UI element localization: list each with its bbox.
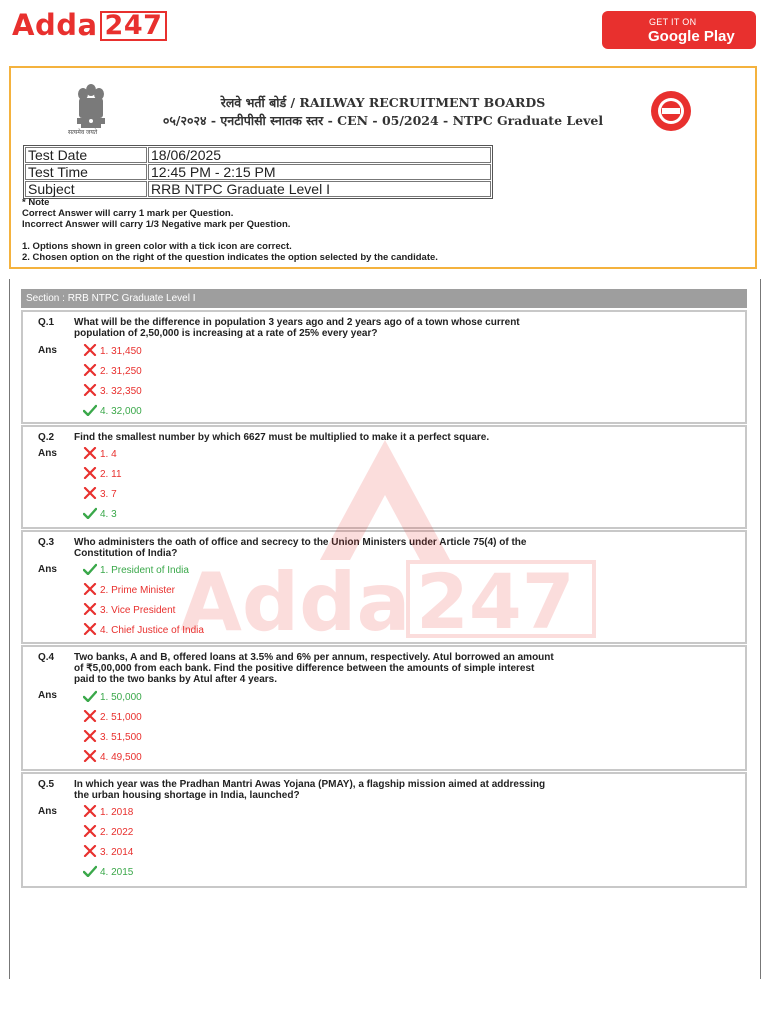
answer-option <box>83 364 142 378</box>
option-label: 2. 51,000 <box>100 712 142 723</box>
cross-icon <box>83 467 97 479</box>
info-key: Test Date <box>25 147 147 163</box>
answer-option <box>83 563 189 577</box>
answer-option <box>83 730 142 744</box>
option-label: 4. Chief Justice of India <box>100 625 204 636</box>
answer-option <box>83 487 117 501</box>
cross-icon <box>83 344 97 356</box>
answer-option <box>83 845 133 859</box>
question-text: What will be the difference in population 3 years ago and 2 years ago of a town whose current population of 2,50,000 is increasing at a rate of 25% every year? <box>74 317 520 339</box>
question-number: Q.2 <box>38 432 55 443</box>
answer-label: Ans <box>38 448 57 459</box>
option-label: 4. 32,000 <box>100 406 142 417</box>
answer-option <box>83 623 204 637</box>
answer-option <box>83 467 122 481</box>
answer-option <box>83 825 133 839</box>
note-line: 1. Options shown in green color with a tick icon are correct. <box>22 241 292 252</box>
exam-title: ०५/२०२४ - एनटीपीसी स्नातक स्तर - CEN - 05/2024 - NTPC Graduate Level <box>162 113 604 128</box>
cross-icon <box>83 487 97 499</box>
board-title: रेलवे भर्ती बोर्ड / RAILWAY RECRUITMENT BOARDS <box>220 95 546 110</box>
option-label: 2. Prime Minister <box>100 585 176 596</box>
cross-icon <box>83 805 97 817</box>
answer-label: Ans <box>38 564 57 575</box>
answer-label: Ans <box>38 690 57 701</box>
question-number: Q.3 <box>38 537 55 548</box>
answer-option <box>83 447 117 461</box>
note-line <box>22 230 438 241</box>
svg-text:247: 247 <box>416 557 575 640</box>
option-label: 3. 7 <box>100 489 117 500</box>
cross-icon <box>83 710 97 722</box>
question-number: Q.4 <box>38 652 55 663</box>
indian-railways-logo-icon <box>644 89 698 133</box>
option-label: 4. 49,500 <box>100 752 142 763</box>
exam-header <box>9 66 757 269</box>
option-label: 1. 31,450 <box>100 346 142 357</box>
tick-icon <box>83 404 97 416</box>
logo-text: Adda <box>12 8 98 42</box>
question-card <box>21 530 747 644</box>
question-card <box>21 772 747 888</box>
top-bar <box>0 0 768 58</box>
answer-label: Ans <box>38 806 57 817</box>
answer-option <box>83 690 142 704</box>
note-line: 2. Chosen option on the right of the question indicates the option selected by the candidate. <box>22 252 438 263</box>
option-label: 1. 4 <box>100 449 117 460</box>
option-label: 2. 11 <box>100 469 122 480</box>
answer-option <box>83 865 133 879</box>
question-card <box>21 425 747 529</box>
info-key: Subject <box>25 181 147 197</box>
table-row <box>25 147 491 163</box>
tick-icon <box>83 865 97 877</box>
option-label: 4. 2015 <box>100 867 134 878</box>
option-label: 3. 51,500 <box>100 732 142 743</box>
tick-icon <box>83 690 97 702</box>
option-label: 3. Vice President <box>100 605 176 616</box>
question-text: Who administers the oath of office and secrecy to the Union Ministers under Article 75(4) of the Constitution of India? <box>74 537 527 559</box>
option-label: 3. 2014 <box>100 847 134 858</box>
question-card <box>21 310 747 424</box>
option-label: 2. 31,250 <box>100 366 142 377</box>
marking-notes <box>22 197 438 263</box>
answer-label: Ans <box>38 345 57 356</box>
option-label: 1. 50,000 <box>100 692 142 703</box>
note-line: Correct Answer will carry 1 mark per Question. <box>22 208 234 219</box>
option-label: 1. President of India <box>100 565 189 576</box>
info-value: RRB NTPC Graduate Level I <box>148 181 491 197</box>
google-play-small-text: GET IT ON <box>649 17 697 27</box>
option-label: 2. 2022 <box>100 827 134 838</box>
section-header: Section : RRB NTPC Graduate Level I <box>21 289 747 308</box>
adda247-logo[interactable] <box>12 8 167 42</box>
answer-option <box>83 805 133 819</box>
logo-number: 247 <box>100 11 168 41</box>
google-play-big-text: Google Play <box>648 28 735 45</box>
cross-icon <box>83 364 97 376</box>
question-number: Q.1 <box>38 317 55 328</box>
answer-option <box>83 583 175 597</box>
question-text: Two banks, A and B, offered loans at 3.5% and 6% per annum, respectively. Atul borrowed an amount of ₹5,00,000 from each bank. Find the positive difference between the amounts of simple interest paid to the two banks by Atul after 4 years. <box>74 652 554 685</box>
info-value: 12:45 PM - 2:15 PM <box>148 164 491 180</box>
question-card <box>21 645 747 771</box>
question-text: Find the smallest number by which 6627 must be multiplied to make it a perfect square. <box>74 432 490 443</box>
test-info-table <box>23 145 493 199</box>
option-label: 1. 2018 <box>100 807 134 818</box>
cross-icon <box>83 730 97 742</box>
google-play-button[interactable] <box>602 11 756 49</box>
table-row <box>25 164 491 180</box>
option-label: 3. 32,350 <box>100 386 142 397</box>
answer-option <box>83 404 142 418</box>
emblem-caption: सत्यमेव जयते <box>68 130 98 136</box>
cross-icon <box>83 825 97 837</box>
note-line: * Note <box>22 197 50 208</box>
answer-option <box>83 710 142 724</box>
note-line: Incorrect Answer will carry 1/3 Negative mark per Question. <box>22 219 291 230</box>
cross-icon <box>83 583 97 595</box>
answer-option <box>83 507 117 521</box>
info-value: 18/06/2025 <box>148 147 491 163</box>
cross-icon <box>83 845 97 857</box>
table-row <box>25 181 491 197</box>
info-key: Test Time <box>25 164 147 180</box>
cross-icon <box>83 603 97 615</box>
cross-icon <box>83 750 97 762</box>
cross-icon <box>83 447 97 459</box>
tick-icon <box>83 563 97 575</box>
tick-icon <box>83 507 97 519</box>
question-text: In which year was the Pradhan Mantri Awas Yojana (PMAY), a flagship mission aimed at addressing the urban housing shortage in India, launched? <box>74 779 546 801</box>
answer-option <box>83 750 142 764</box>
answer-option <box>83 603 175 617</box>
svg-text:Adda: Adda <box>180 556 411 640</box>
cross-icon <box>83 623 97 635</box>
question-number: Q.5 <box>38 779 55 790</box>
option-label: 4. 3 <box>100 509 117 520</box>
answer-option <box>83 384 142 398</box>
answer-option <box>83 344 142 358</box>
cross-icon <box>83 384 97 396</box>
